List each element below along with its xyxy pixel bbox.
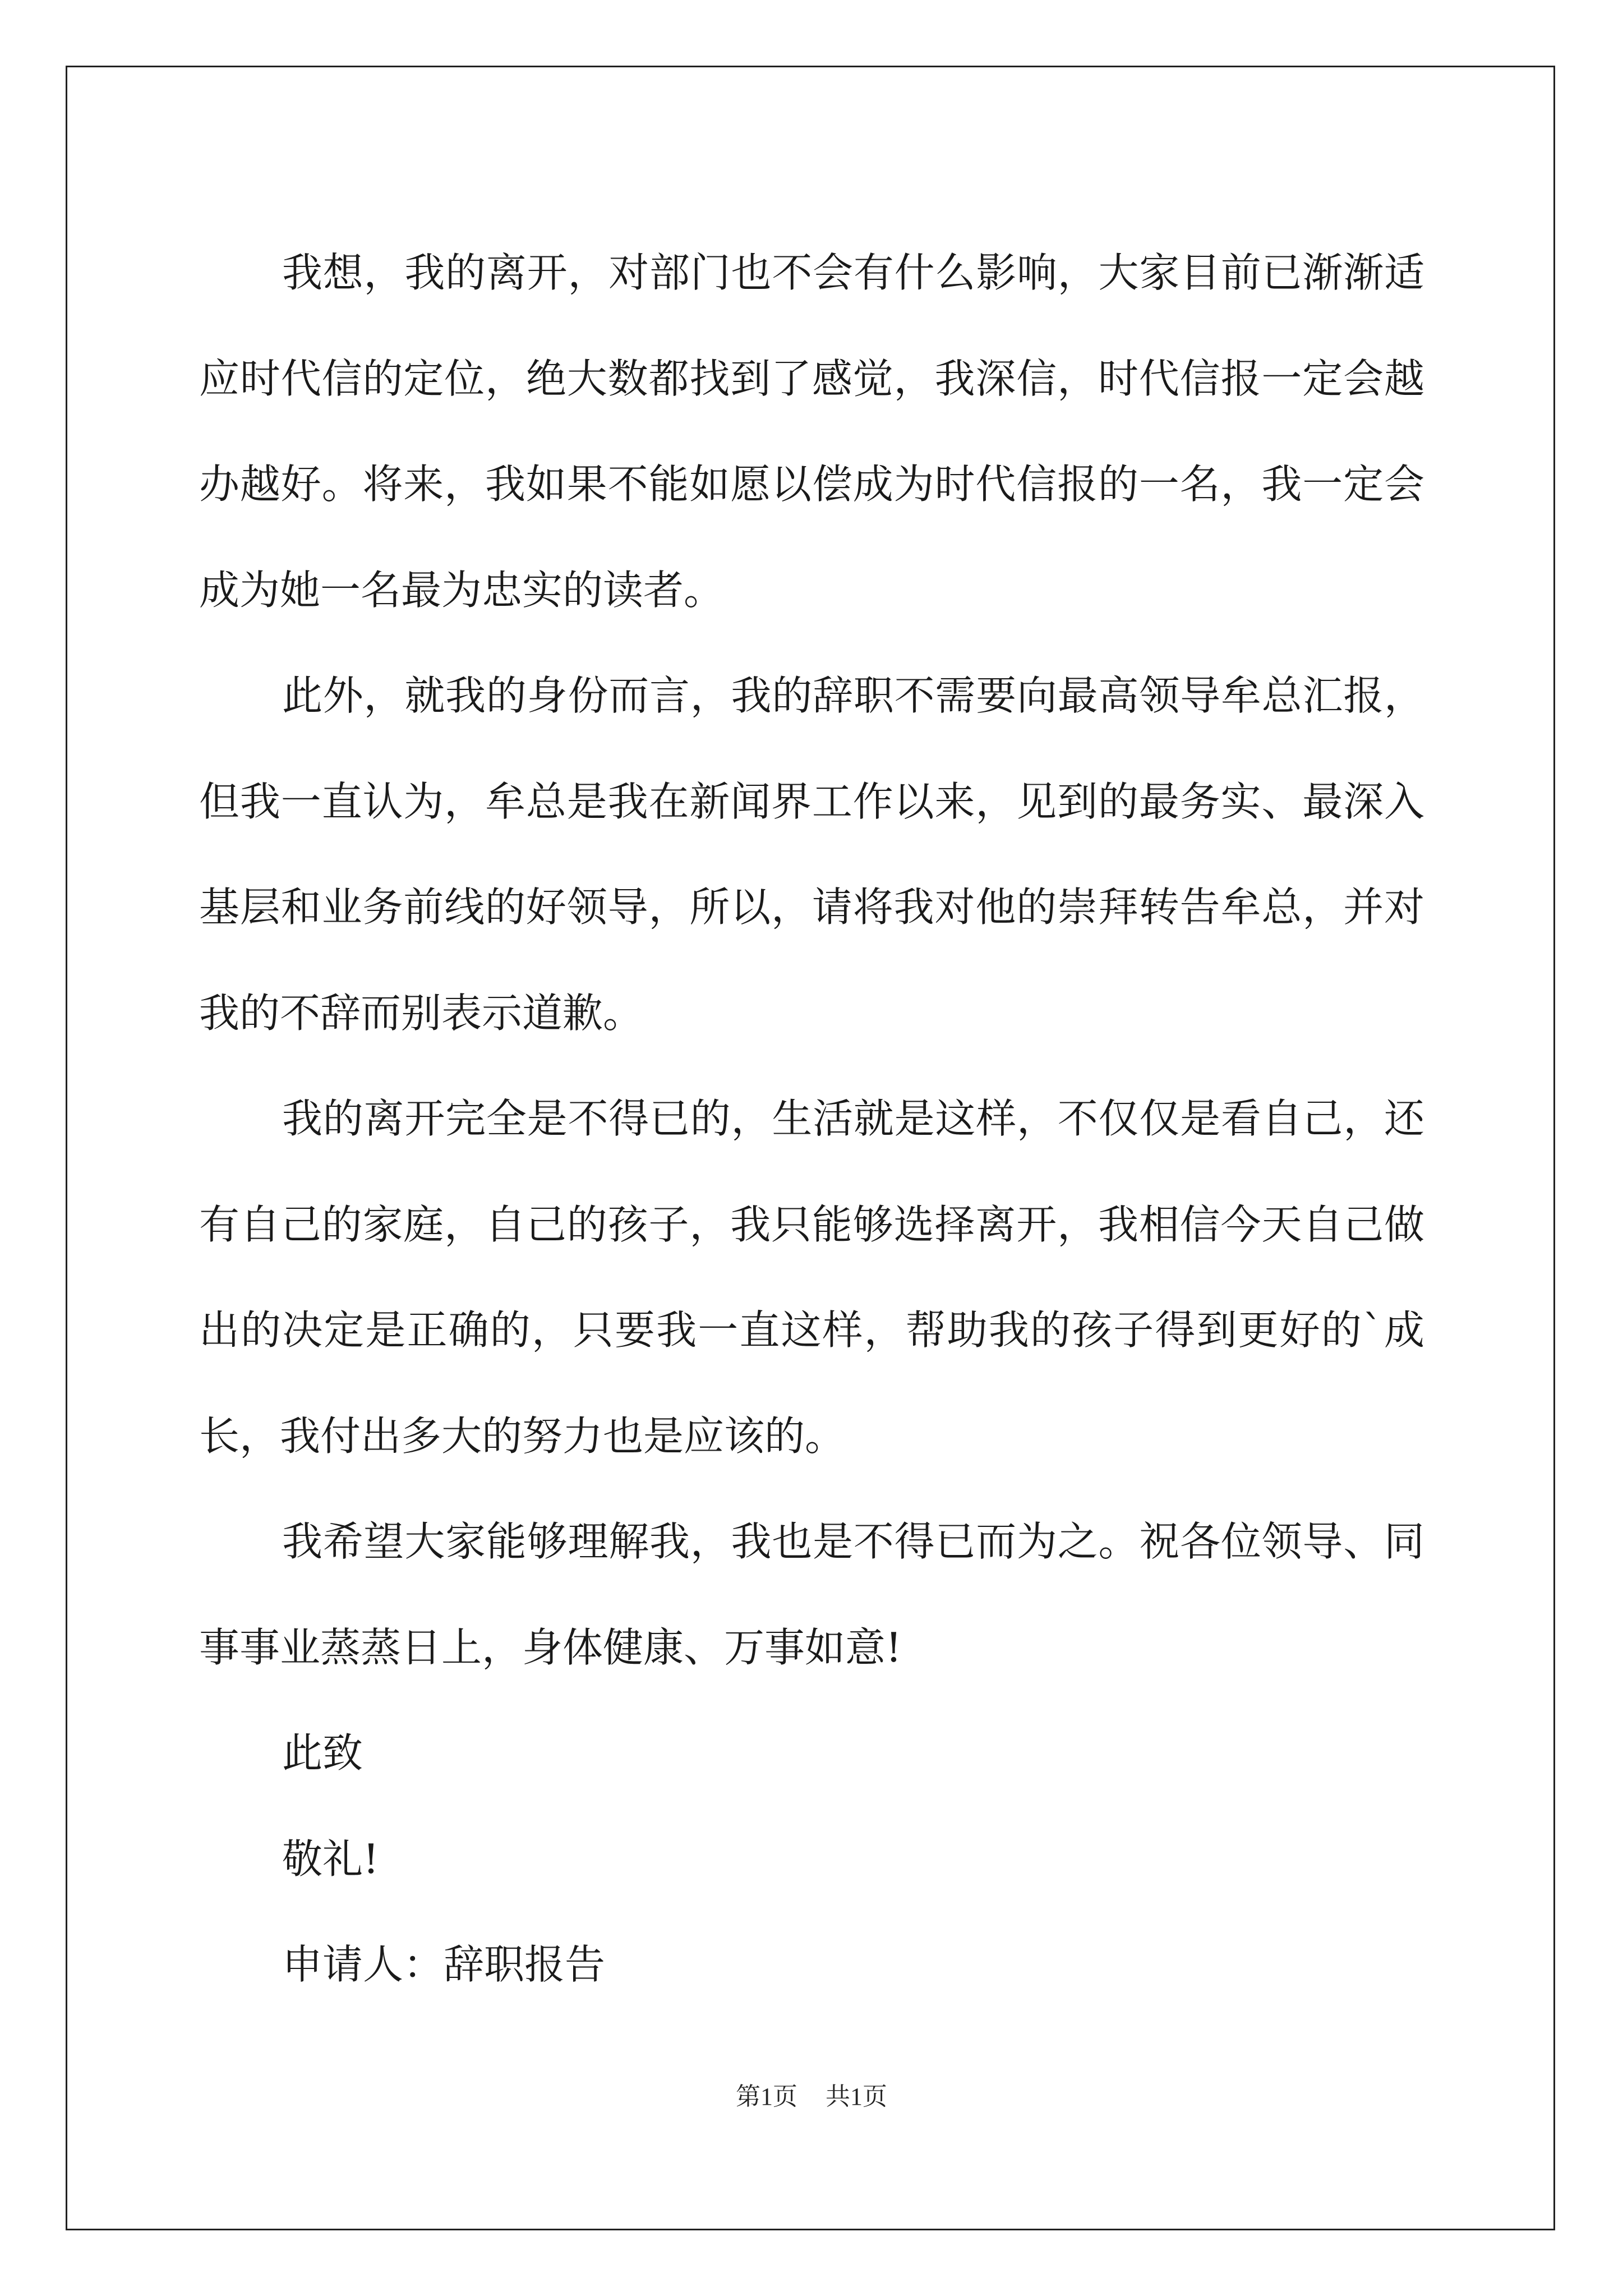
- paragraph-4: 我希望大家能够理解我，我也是不得已而为之。祝各位领导、同事事业蒸蒸日上，身体健康、万事如意!: [199, 1518, 1424, 1671]
- page-number-total: 共1页: [826, 2083, 887, 2110]
- letter-body: [199, 220, 1424, 2018]
- page-number-current: 第1页: [736, 2083, 797, 2110]
- closing-salutation: 此致: [282, 1729, 363, 1777]
- paragraph-2: 此外，就我的身份而言，我的辞职不需要向最高领导牟总汇报，但我一直认为，牟总是我在新闻界工作以来，见到的最务实、最深入基层和业务前线的好领导，所以，请将我对他的崇拜转告牟总，并对我的不辞而别表示道歉。: [199, 672, 1424, 1037]
- closing-regards: 敬礼!: [282, 1835, 379, 1883]
- paragraph-3: 我的离开完全是不得已的，生活就是这样，不仅仅是看自己，还有自己的家庭，自己的孩子，我只能够选择离开，我相信今天自己做出的决定是正确的，只要我一直这样，帮助我的孩子得到更好的`成长，我付出多大的努力也是应该的。: [199, 1095, 1424, 1460]
- applicant-line: 申请人：辞职报告: [282, 1941, 606, 1988]
- paragraph-1: 我想，我的离开，对部门也不会有什么影响，大家目前已渐渐适应时代信的定位，绝大数都找到了感觉，我深信，时代信报一定会越办越好。将来，我如果不能如愿以偿成为时代信报的一名，我一定会成为她一名最为忠实的读者。: [199, 249, 1424, 614]
- page-footer: [0, 2080, 1623, 2114]
